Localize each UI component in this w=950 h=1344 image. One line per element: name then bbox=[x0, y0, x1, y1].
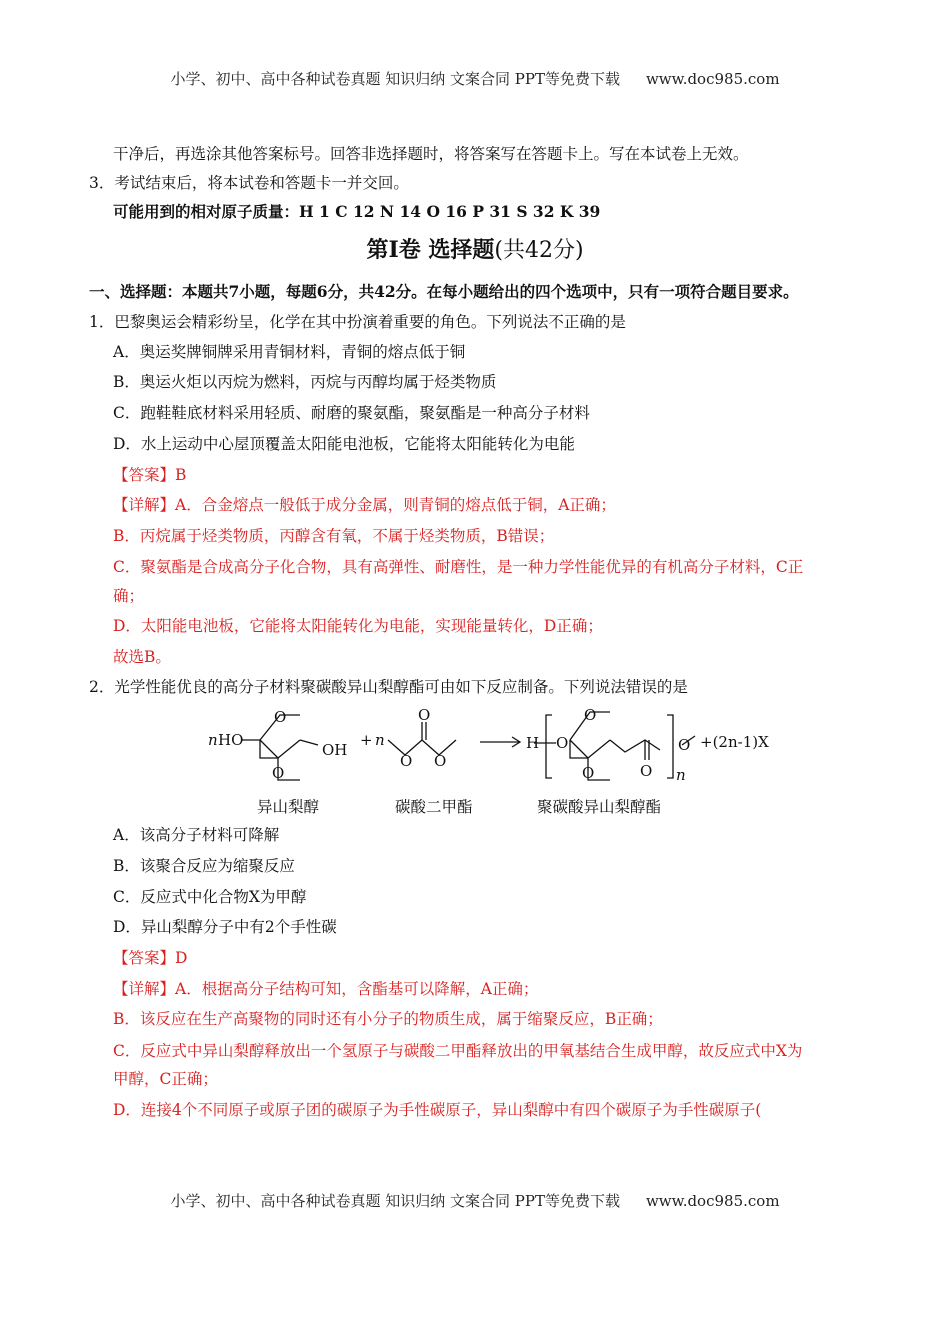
q1-option-d: D．水上运动中心屋顶覆盖太阳能电池板，它能将太阳能转化为电能 bbox=[113, 435, 575, 453]
header-site[interactable]: www.doc985.com bbox=[645, 70, 780, 88]
atomic-mass-line: 可能用到的相对原子质量：H 1 C 12 N 14 O 16 P 31 S 32 K 39 bbox=[113, 202, 601, 221]
q2-option-d: D．异山梨醇分子中有2个手性碳 bbox=[113, 918, 337, 936]
byproduct-label: +(2n-1)X bbox=[700, 733, 769, 751]
o-poly-4: O bbox=[640, 762, 653, 780]
polymer-bracket-left bbox=[546, 715, 552, 778]
q2-explain-3: C．反应式中异山梨醇释放出一个氢原子与碳酸二甲酯释放出的甲氧基结合生成甲醇，故反应式中X为 bbox=[113, 1042, 803, 1060]
q1-explain-1: 【详解】A．合金熔点一般低于成分金属，则青铜的熔点低于铜，A正确； bbox=[113, 496, 616, 514]
q1-option-c: C．跑鞋鞋底材料采用轻质、耐磨的聚氨酯，聚氨酯是一种高分子材料 bbox=[113, 404, 590, 422]
isosorbide-bridge bbox=[260, 740, 300, 758]
q2-option-a: A．该高分子材料可降解 bbox=[113, 826, 280, 844]
o-poly-3: O bbox=[582, 764, 595, 782]
o-dmc-3: O bbox=[434, 752, 447, 770]
part-heading: 一、选择题：本题共7小题，每题6分，共42分。在每小题给出的四个选项中，只有一项符合题目要求。 bbox=[89, 282, 799, 301]
label-polymer: 聚碳酸异山梨醇酯 bbox=[537, 798, 662, 816]
q2-answer: 【答案】D bbox=[113, 949, 188, 967]
o-poly-2: O bbox=[584, 706, 597, 724]
q2-option-c: C．反应式中化合物X为甲醇 bbox=[113, 888, 307, 906]
q1-explain-3: C．聚氨酯是合成高分子化合物，具有高弹性、耐磨性，是一种力学性能优异的有机高分子材料，C正 bbox=[113, 558, 804, 576]
footer-text: 小学、初中、高中各种试卷真题 知识归纳 文案合同 PPT等免费下载 bbox=[170, 1192, 620, 1210]
footer-site[interactable]: www.doc985.com bbox=[645, 1192, 780, 1210]
polymer-bracket-right bbox=[667, 715, 673, 778]
page-header bbox=[0, 68, 950, 89]
q2-explain-4: 甲醇，C正确； bbox=[113, 1070, 218, 1088]
q1-explain-4: 确； bbox=[113, 587, 145, 605]
q1-explain-6: 故选B。 bbox=[113, 648, 171, 666]
oh-label: OH bbox=[322, 741, 348, 759]
q1-option-b: B．奥运火炬以丙烷为燃料，丙烷与丙醇均属于烃类物质 bbox=[113, 373, 497, 391]
intro-line-2: 3．考试结束后，将本试卷和答题卡一并交回。 bbox=[89, 174, 409, 192]
header-text: 小学、初中、高中各种试卷真题 知识归纳 文案合同 PPT等免费下载 bbox=[170, 70, 620, 88]
q2-explain-2: B．该反应在生产高聚物的同时还有小分子的物质生成，属于缩聚反应，B正确； bbox=[113, 1010, 663, 1028]
coef-n-2: n bbox=[375, 731, 385, 749]
ho-label: HO bbox=[218, 731, 244, 749]
q1-explain-2: B．丙烷属于烃类物质，丙醇含有氧，不属于烃类物质，B错误； bbox=[113, 527, 555, 545]
q2-stem: 2．光学性能优良的高分子材料聚碳酸异山梨醇酯可由如下反应制备。下列说法错误的是 bbox=[89, 678, 688, 696]
o-poly-1: O bbox=[556, 734, 569, 752]
coef-n-3: n bbox=[676, 766, 686, 784]
q2-explain-5: D．连接4个不同原子或原子团的碳原子为手性碳原子，异山梨醇中有四个碳原子为手性碳原子( bbox=[113, 1101, 762, 1119]
q1-answer: 【答案】B bbox=[113, 466, 187, 484]
label-dimethyl-carbonate: 碳酸二甲酯 bbox=[395, 798, 473, 816]
plus-sign: + bbox=[360, 731, 373, 749]
o-label-2: O bbox=[272, 764, 285, 782]
q1-option-a: A．奥运奖牌铜牌采用青铜材料，青铜的熔点低于铜 bbox=[113, 343, 466, 361]
label-isosorbide: 异山梨醇 bbox=[257, 798, 320, 816]
o-label-1: O bbox=[274, 708, 287, 726]
intro-line-1: 干净后，再选涂其他答案标号。回答非选择题时，将答案写在答题卡上。写在本试卷上无效。 bbox=[113, 145, 749, 163]
section-title-main: 第I卷 选择题 bbox=[366, 237, 495, 263]
section-title-rest: (共42分) bbox=[494, 238, 584, 263]
o-dmc-1: O bbox=[400, 752, 413, 770]
q2-explain-1: 【详解】A．根据高分子结构可知，含酯基可以降解，A正确； bbox=[113, 980, 539, 998]
q1-explain-5: D．太阳能电池板，它能将太阳能转化为电能，实现能量转化，D正确； bbox=[113, 617, 603, 635]
h-end-label: H bbox=[526, 734, 540, 752]
o-poly-5: O bbox=[678, 736, 691, 754]
section-title bbox=[0, 233, 950, 264]
q2-option-b: B．该聚合反应为缩聚反应 bbox=[113, 857, 295, 875]
o-dmc-2: O bbox=[418, 706, 431, 724]
q1-stem: 1．巴黎奥运会精彩纷呈，化学在其中扮演着重要的角色。下列说法不正确的是 bbox=[89, 313, 626, 331]
coef-n-1: n bbox=[208, 731, 218, 749]
page-footer bbox=[0, 1190, 950, 1211]
